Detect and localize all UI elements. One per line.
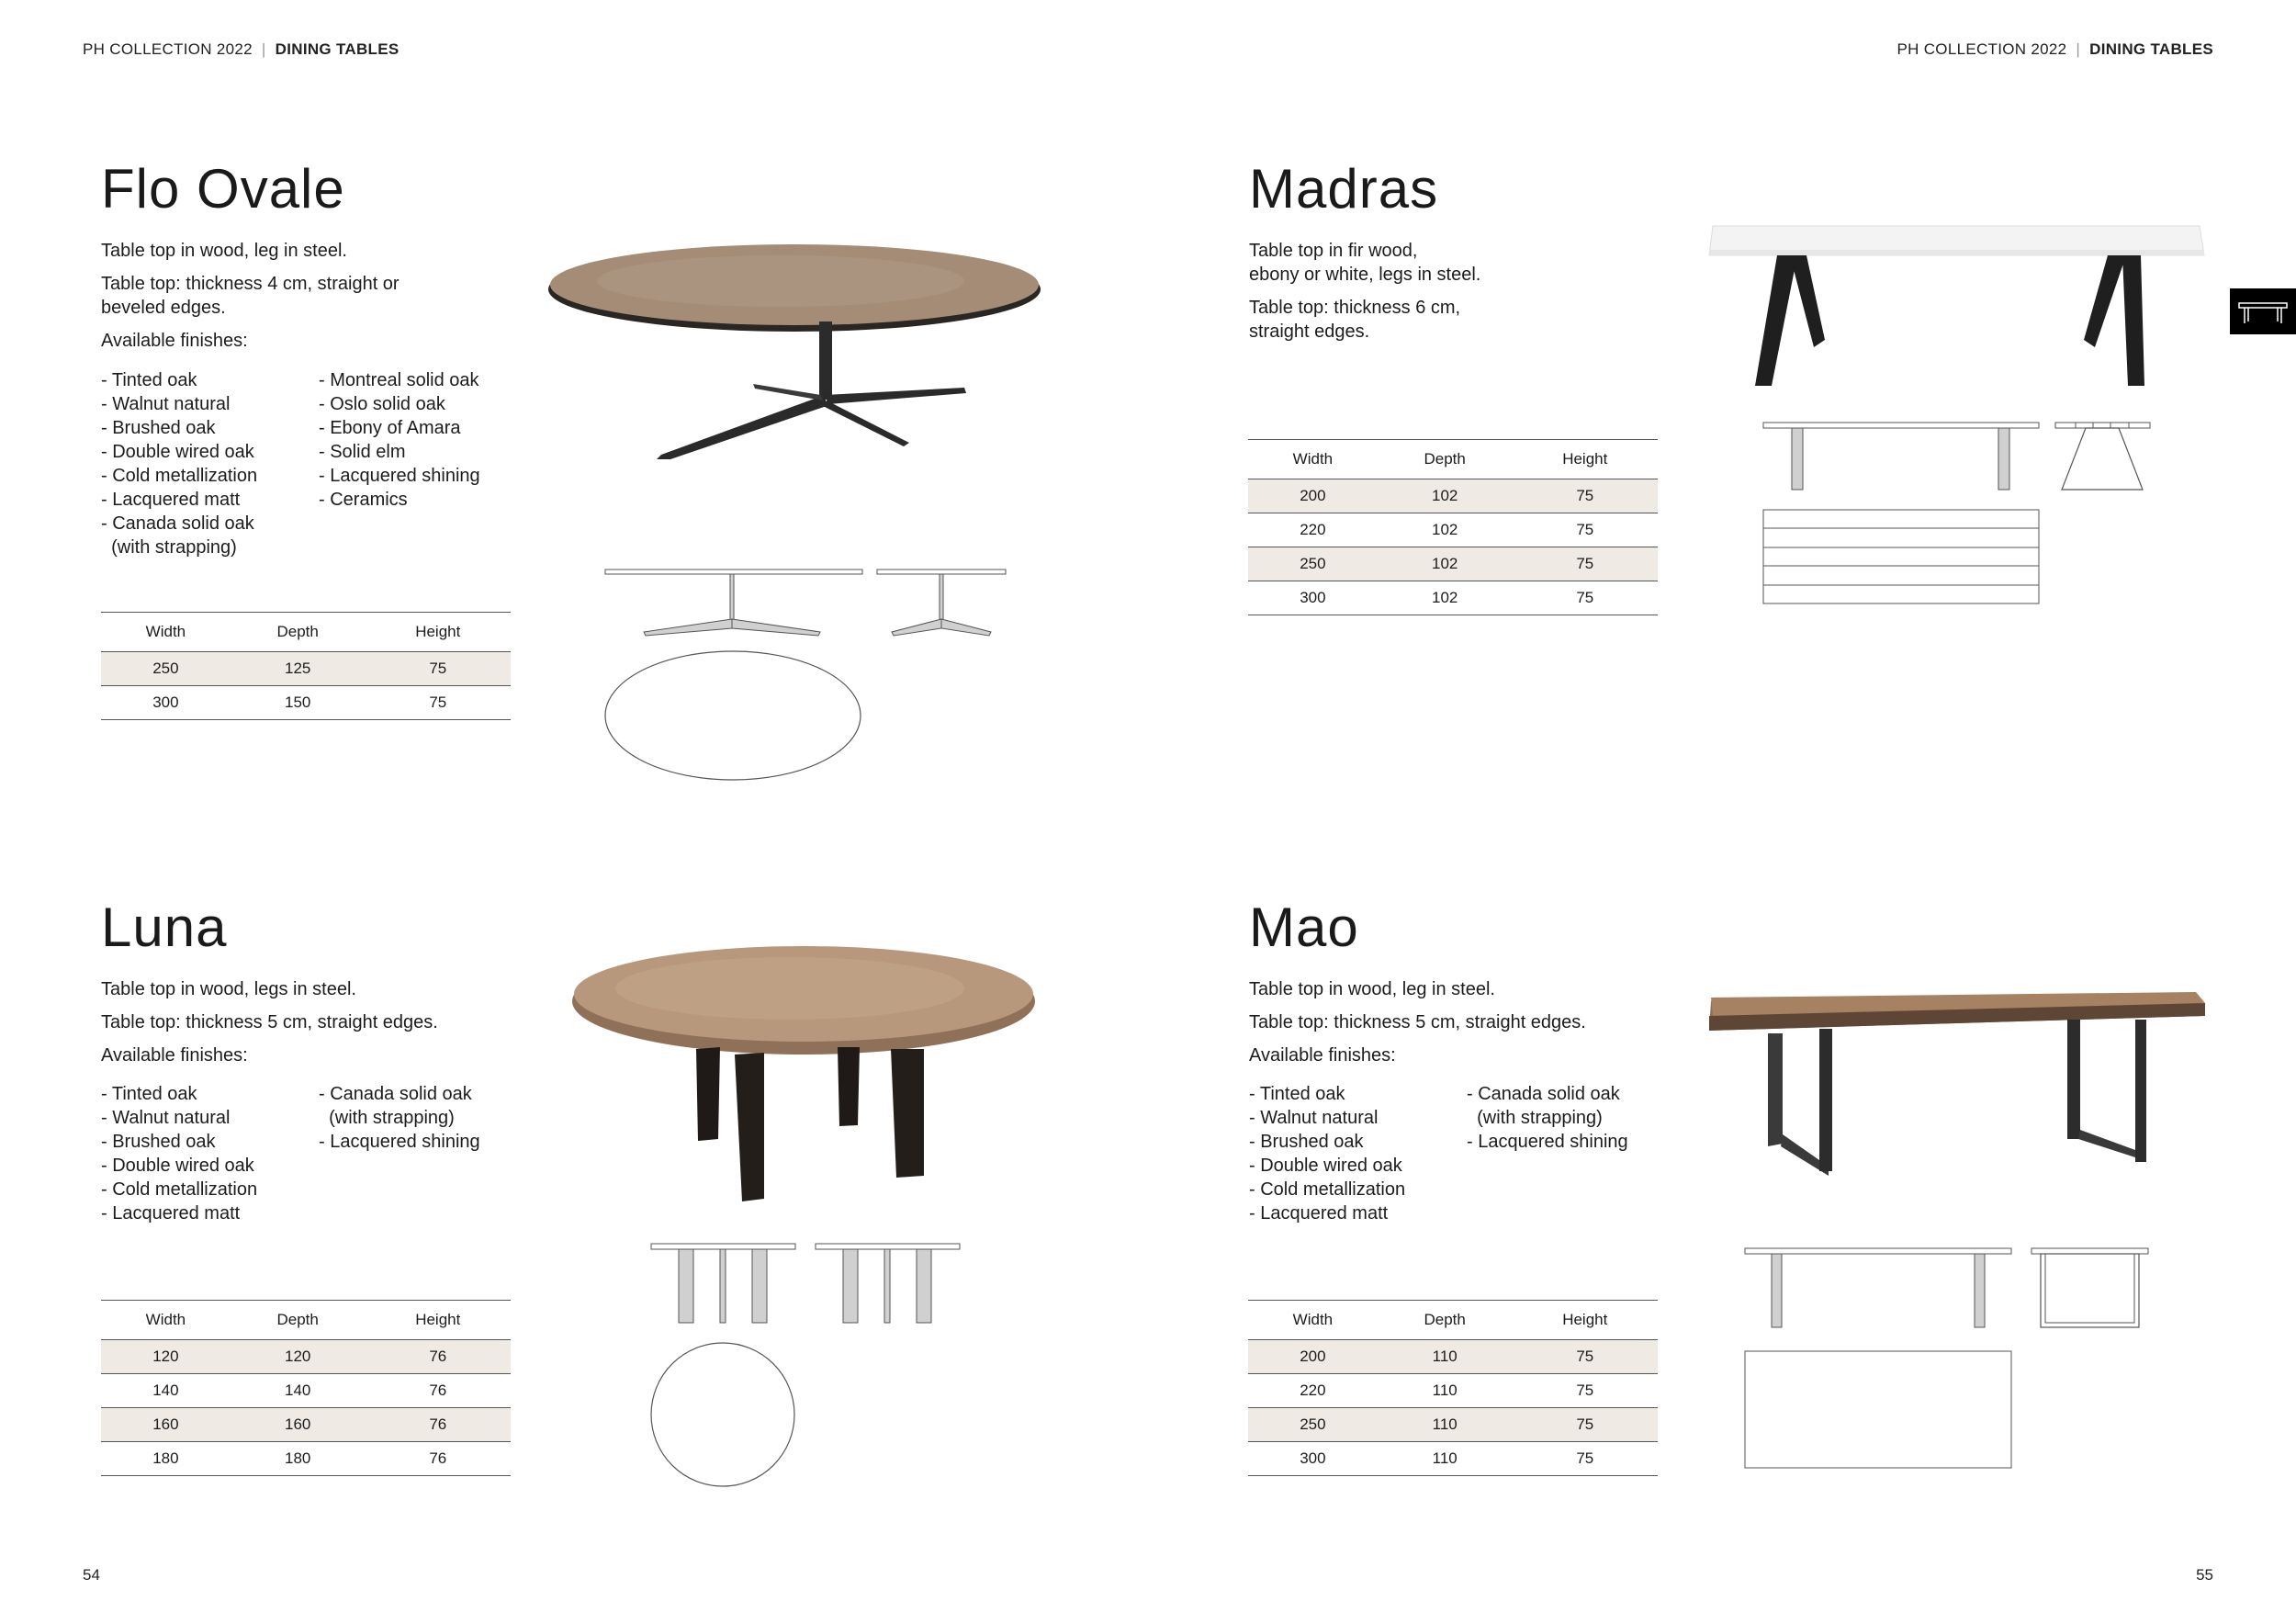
table-cell: 102 <box>1378 513 1513 547</box>
table-row <box>1248 581 1658 615</box>
column-header: Width <box>101 1301 231 1340</box>
finish-item: - Canada solid oak <box>1467 1084 1620 1104</box>
table-cell: 250 <box>1248 547 1378 581</box>
description-line: Table top in wood, leg in steel. <box>101 241 347 261</box>
table-row <box>1248 513 1658 547</box>
finish-item: - Cold metallization <box>101 466 258 486</box>
finish-item: - Tinted oak <box>101 1084 197 1104</box>
finish-item: (with strapping) <box>101 537 237 558</box>
finish-item: - Brushed oak <box>101 1132 216 1152</box>
table-row <box>101 686 511 720</box>
table-row <box>101 1408 511 1442</box>
product-title: Mao <box>1249 897 1359 958</box>
table-cell: 75 <box>1513 513 1658 547</box>
table-header-row <box>1248 1301 1658 1340</box>
description-line: Table top: thickness 5 cm, straight edges. <box>101 1012 438 1032</box>
table-cell: 220 <box>1248 513 1378 547</box>
product-photo <box>1704 983 2209 1176</box>
table-cell: 76 <box>366 1442 511 1476</box>
product-title: Flo Ovale <box>101 158 345 220</box>
finishes-title: Available finishes: <box>101 331 248 351</box>
column-header: Height <box>1513 1301 1658 1340</box>
table-cell: 300 <box>101 686 231 720</box>
description-line: Table top: thickness 5 cm, straight edges. <box>1249 1012 1586 1032</box>
dimensions-table <box>1248 439 1658 615</box>
header-collection: PH COLLECTION 2022 <box>1896 40 2067 58</box>
table-cell: 300 <box>1248 581 1378 615</box>
table-icon <box>2230 288 2296 334</box>
table-cell: 76 <box>366 1340 511 1374</box>
description-line: Table top in wood, legs in steel. <box>101 979 356 999</box>
table-cell: 160 <box>101 1408 231 1442</box>
table-header-row <box>1248 440 1658 479</box>
description-line: Table top in wood, leg in steel. <box>1249 979 1495 999</box>
technical-drawing <box>1740 1244 2154 1473</box>
product-description <box>101 239 505 362</box>
table-cell: 76 <box>366 1374 511 1408</box>
table-header-row <box>101 613 511 652</box>
finish-item: - Double wired oak <box>1249 1156 1402 1176</box>
finish-item: - Montreal solid oak <box>319 370 479 390</box>
finishes-column <box>319 368 480 512</box>
column-header: Depth <box>231 613 366 652</box>
table-cell: 76 <box>366 1408 511 1442</box>
description-line: Table top: thickness 6 cm, straight edges. <box>1249 298 1461 342</box>
finishes-list <box>1249 1082 1690 1229</box>
finishes-column <box>101 1082 257 1225</box>
product-title: Luna <box>101 897 228 958</box>
column-header: Width <box>101 613 231 652</box>
table-cell: 102 <box>1378 547 1513 581</box>
finish-item: (with strapping) <box>319 1108 455 1128</box>
table-cell: 75 <box>366 686 511 720</box>
table-row <box>101 652 511 686</box>
finish-item: - Lacquered shining <box>319 466 480 486</box>
table-cell: 102 <box>1378 581 1513 615</box>
product-photo <box>569 946 1047 1212</box>
finish-item: - Ebony of Amara <box>319 418 461 438</box>
table-cell: 75 <box>1513 1442 1658 1476</box>
column-header: Height <box>366 613 511 652</box>
table-cell: 110 <box>1378 1408 1513 1442</box>
table-header-row <box>101 1301 511 1340</box>
finish-item: (with strapping) <box>1467 1108 1603 1128</box>
finishes-list <box>101 368 542 570</box>
finish-item: - Walnut natural <box>101 1108 231 1128</box>
finish-item: - Tinted oak <box>101 370 197 390</box>
finish-item: - Brushed oak <box>1249 1132 1364 1152</box>
finish-item: - Lacquered shining <box>1467 1132 1628 1152</box>
technical-drawing <box>647 1238 969 1491</box>
description-line: Table top in fir wood, ebony or white, legs in steel. <box>1249 241 1481 285</box>
finishes-column <box>319 1082 480 1154</box>
finish-item: - Walnut natural <box>101 394 231 414</box>
column-header: Depth <box>231 1301 366 1340</box>
table-cell: 180 <box>231 1442 366 1476</box>
table-row <box>1248 1340 1658 1374</box>
table-row <box>101 1340 511 1374</box>
column-header: Width <box>1248 440 1378 479</box>
table-cell: 220 <box>1248 1374 1378 1408</box>
product-photo <box>1704 219 2209 393</box>
finishes-column <box>1467 1082 1628 1154</box>
table-cell: 102 <box>1378 479 1513 513</box>
page-number: 55 <box>2196 1566 2213 1584</box>
finish-item: - Tinted oak <box>1249 1084 1345 1104</box>
finish-item: - Ceramics <box>319 490 408 510</box>
table-cell: 200 <box>1248 1340 1378 1374</box>
column-header: Depth <box>1378 1301 1513 1340</box>
table-cell: 140 <box>101 1374 231 1408</box>
technical-drawing <box>1759 418 2154 615</box>
finishes-column <box>1249 1082 1405 1225</box>
table-row <box>101 1374 511 1408</box>
dimensions-table <box>101 1300 511 1476</box>
finishes-title: Available finishes: <box>1249 1045 1396 1066</box>
table-cell: 120 <box>101 1340 231 1374</box>
header-collection: PH COLLECTION 2022 <box>83 40 253 58</box>
table-cell: 180 <box>101 1442 231 1476</box>
product-photo <box>542 239 1056 478</box>
table-row <box>1248 1374 1658 1408</box>
table-cell: 140 <box>231 1374 366 1408</box>
finishes-list <box>101 1082 542 1229</box>
finish-item: - Cold metallization <box>101 1179 258 1200</box>
table-cell: 125 <box>231 652 366 686</box>
header-category: DINING TABLES <box>2089 40 2213 58</box>
column-header: Depth <box>1378 440 1513 479</box>
table-cell: 250 <box>1248 1408 1378 1442</box>
page-number: 54 <box>83 1566 100 1584</box>
table-cell: 120 <box>231 1340 366 1374</box>
table-cell: 75 <box>1513 547 1658 581</box>
table-row <box>1248 547 1658 581</box>
technical-drawing <box>602 562 1033 783</box>
table-cell: 160 <box>231 1408 366 1442</box>
table-cell: 75 <box>1513 1408 1658 1442</box>
finishes-column <box>101 368 257 559</box>
dimensions-table <box>101 612 511 720</box>
table-row <box>101 1442 511 1476</box>
table-row <box>1248 479 1658 513</box>
finish-item: - Double wired oak <box>101 1156 254 1176</box>
finish-item: - Lacquered matt <box>101 490 241 510</box>
table-row <box>1248 1408 1658 1442</box>
finish-item: - Lacquered shining <box>319 1132 480 1152</box>
column-header: Width <box>1248 1301 1378 1340</box>
header-right: PH COLLECTION 2022 | DINING TABLES <box>1896 40 2213 58</box>
table-cell: 75 <box>366 652 511 686</box>
section-tab-marker <box>2230 288 2296 334</box>
table-cell: 250 <box>101 652 231 686</box>
finish-item: - Lacquered matt <box>1249 1203 1389 1224</box>
finish-item: - Cold metallization <box>1249 1179 1406 1200</box>
finish-item: - Oslo solid oak <box>319 394 445 414</box>
table-cell: 75 <box>1513 479 1658 513</box>
table-cell: 300 <box>1248 1442 1378 1476</box>
finish-item: - Solid elm <box>319 442 406 462</box>
product-description <box>1249 239 1653 353</box>
finish-item: - Double wired oak <box>101 442 254 462</box>
header-category: DINING TABLES <box>275 40 400 58</box>
product-description <box>101 977 523 1077</box>
table-cell: 75 <box>1513 1374 1658 1408</box>
table-cell: 75 <box>1513 581 1658 615</box>
table-cell: 75 <box>1513 1340 1658 1374</box>
description-line: Table top: thickness 4 cm, straight or beveled edges. <box>101 274 400 318</box>
product-title: Madras <box>1249 158 1439 220</box>
table-cell: 200 <box>1248 479 1378 513</box>
column-header: Height <box>366 1301 511 1340</box>
dimensions-table <box>1248 1300 1658 1476</box>
finish-item: - Brushed oak <box>101 418 216 438</box>
finish-item: - Canada solid oak <box>101 513 254 534</box>
finish-item: - Canada solid oak <box>319 1084 472 1104</box>
table-cell: 110 <box>1378 1442 1513 1476</box>
table-cell: 110 <box>1378 1374 1513 1408</box>
finish-item: - Walnut natural <box>1249 1108 1379 1128</box>
finish-item: - Lacquered matt <box>101 1203 241 1224</box>
table-cell: 110 <box>1378 1340 1513 1374</box>
column-header: Height <box>1513 440 1658 479</box>
product-description <box>1249 977 1671 1077</box>
finishes-title: Available finishes: <box>101 1045 248 1066</box>
header-left: PH COLLECTION 2022 | DINING TABLES <box>83 40 400 58</box>
table-row <box>1248 1442 1658 1476</box>
table-cell: 150 <box>231 686 366 720</box>
